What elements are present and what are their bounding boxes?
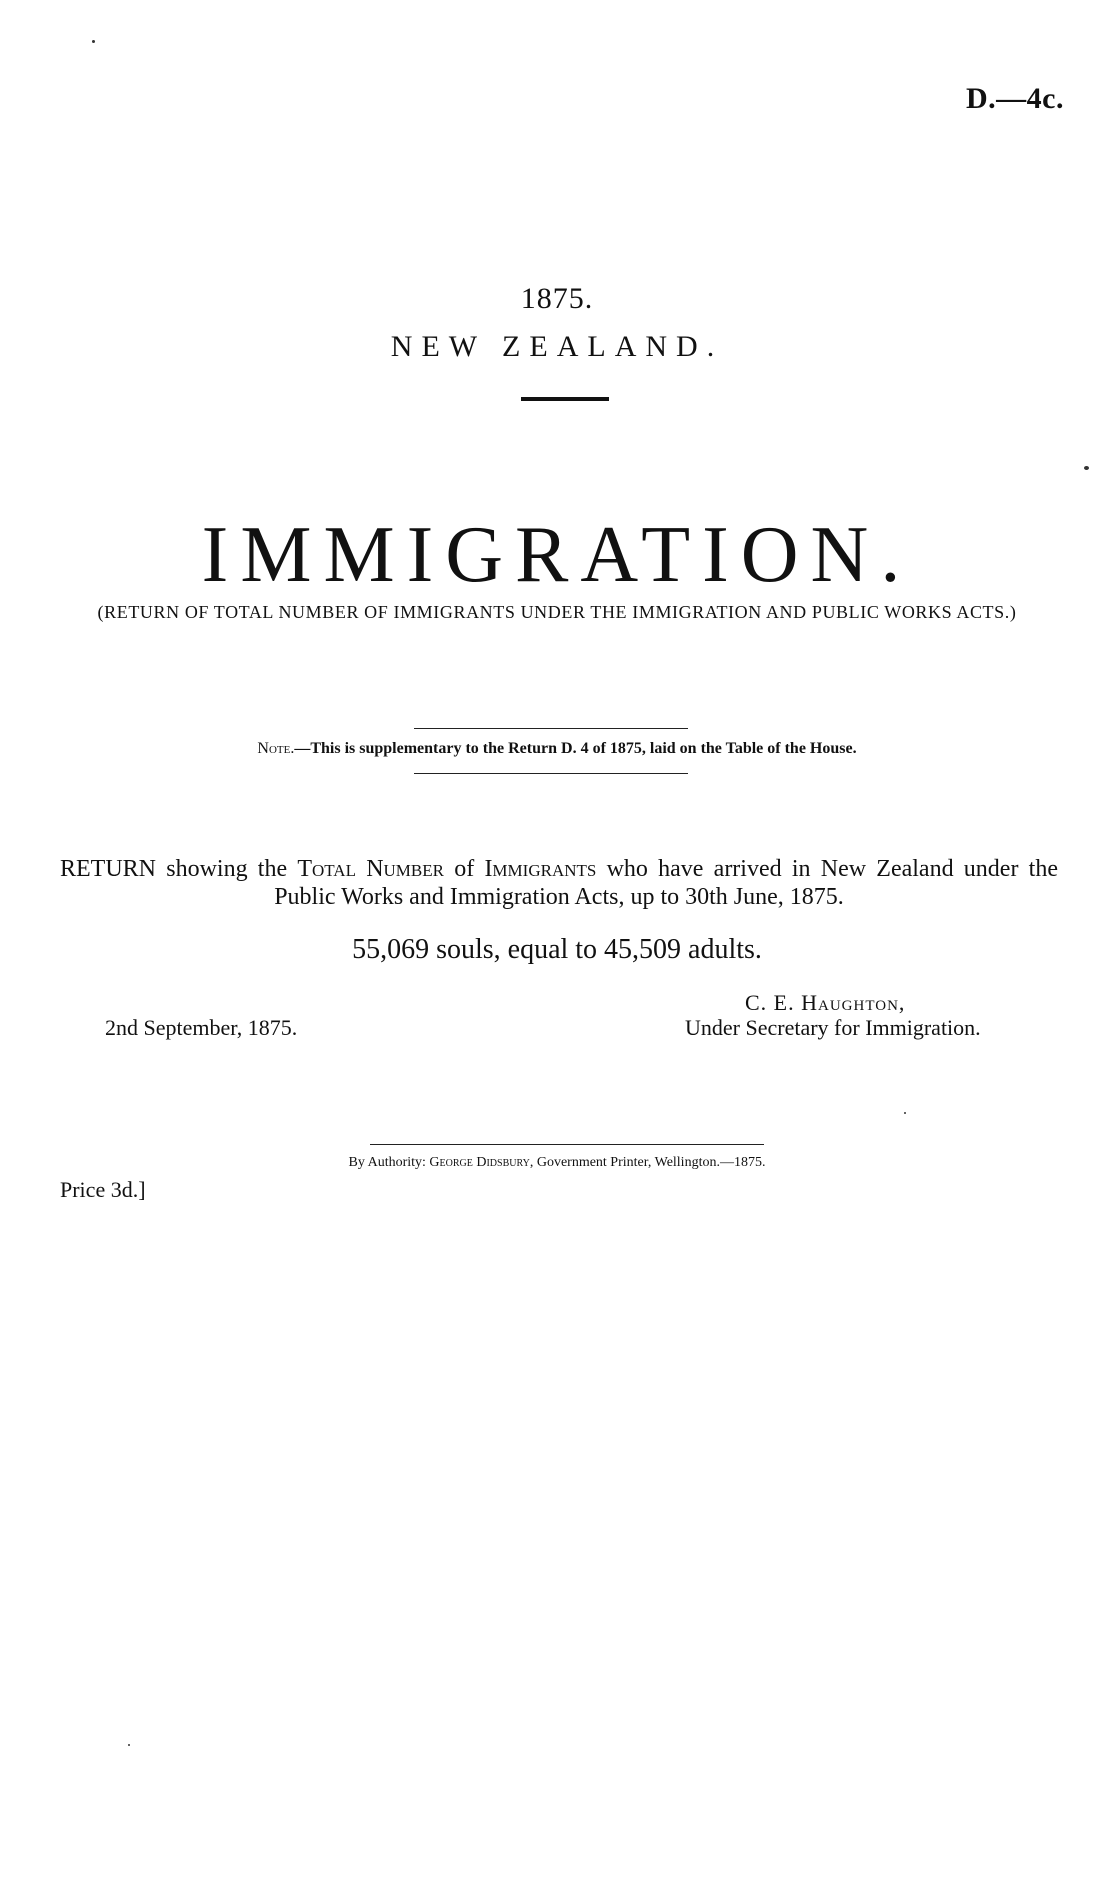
printer-name: George Didsbury, [429, 1155, 534, 1170]
page-subtitle: (RETURN OF TOTAL NUMBER OF IMMIGRANTS UNDER THE IMMIGRATION AND PUBLIC WORKS ACTS.) [97, 602, 1017, 622]
return-statement [60, 855, 1058, 911]
signatory-surname: Haughton, [801, 990, 906, 1015]
document-date: 2nd September, 1875. [105, 1015, 298, 1040]
totals-line: 55,069 souls, equal to 45,509 adults. [352, 934, 762, 965]
page-title: IMMIGRATION. [201, 511, 913, 599]
document-year: 1875. [520, 282, 594, 315]
print-speck [1084, 466, 1089, 470]
printer-line [0, 1155, 1114, 1171]
signatory-title: Under Secretary for Immigration. [685, 1015, 981, 1040]
price-label: Price 3d.] [60, 1177, 146, 1202]
print-speck [904, 1112, 906, 1114]
printer-rule [370, 1144, 764, 1145]
signatory-name [745, 990, 905, 1016]
return-total-number: Total Number [297, 856, 444, 882]
return-immigrants: Immigrants [484, 856, 597, 882]
return-tail: who have arrived in New Zealand under the Public Works and Immigration Acts, up to 30th June, 1875. [274, 856, 1058, 910]
print-speck [128, 1744, 130, 1746]
signatory-initials: C. E. [745, 990, 802, 1015]
document-reference: D.—4c. [966, 82, 1064, 115]
country-heading: NEW ZEALAND. [390, 330, 724, 363]
note-label: Note. [257, 740, 295, 757]
note-text: —This is supplementary to the Return D. 4 of 1875, laid on the Table of the House. [294, 740, 857, 757]
return-lead: RETURN showing the [60, 856, 298, 882]
note-rule-bottom [414, 773, 688, 774]
print-speck [92, 40, 95, 43]
supplementary-note [0, 740, 1114, 758]
title-rule [521, 397, 609, 401]
return-mid: of [443, 856, 485, 882]
note-rule-top [414, 728, 688, 729]
printer-details: Government Printer, Wellington.—1875. [533, 1155, 766, 1170]
authority-label: By Authority: [348, 1155, 430, 1170]
